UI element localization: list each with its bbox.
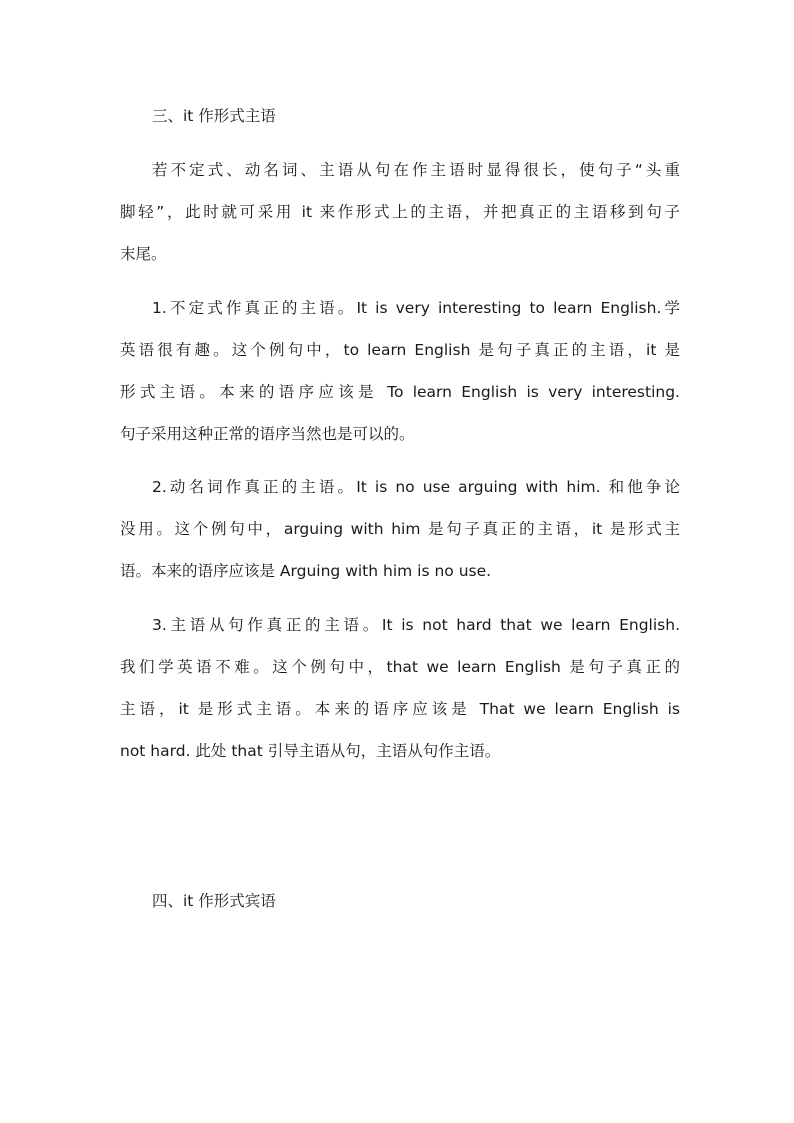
- paragraph-line: 若不定式、动名词、主语从句在作主语时显得很长，使句子“头重: [152, 161, 680, 179]
- paragraph-line: 英语很有趣。这个例句中，to learn English 是句子真正的主语，it 是: [120, 341, 680, 359]
- paragraph-line: 语。本来的语序应该是 Arguing with him is no use.: [120, 562, 492, 580]
- paragraph-line: 3.主语从句作真正的主语。It is not hard that we learn English.: [152, 616, 680, 634]
- paragraph-line: 脚轻”，此时就可采用 it 来作形式上的主语，并把真正的主语移到句子: [120, 203, 680, 221]
- paragraph-line: 2.动名词作真正的主语。It is no use arguing with him. 和他争论: [152, 478, 680, 496]
- paragraph-line: 末尾。: [120, 245, 167, 263]
- paragraph-line: 句子采用这种正常的语序当然也是可以的。: [120, 425, 415, 443]
- paragraph-line: 主语，it 是形式主语。本来的语序应该是 That we learn English is: [120, 700, 680, 718]
- paragraph-line: 形式主语。本来的语序应该是 To learn English is very interesting.: [120, 383, 680, 401]
- section-heading-4: 四、it 作形式宾语: [152, 892, 276, 910]
- paragraph-line: 没用。这个例句中，arguing with him 是句子真正的主语，it 是形式主: [120, 520, 680, 538]
- paragraph-line: 我们学英语不难。这个例句中，that we learn English 是句子真正的: [120, 658, 680, 676]
- section-heading-3: 三、it 作形式主语: [152, 107, 276, 125]
- paragraph-line: not hard. 此处 that 引导主语从句，主语从句作主语。: [120, 742, 501, 760]
- paragraph-line: 1.不定式作真正的主语。It is very interesting to learn English.学: [152, 299, 680, 317]
